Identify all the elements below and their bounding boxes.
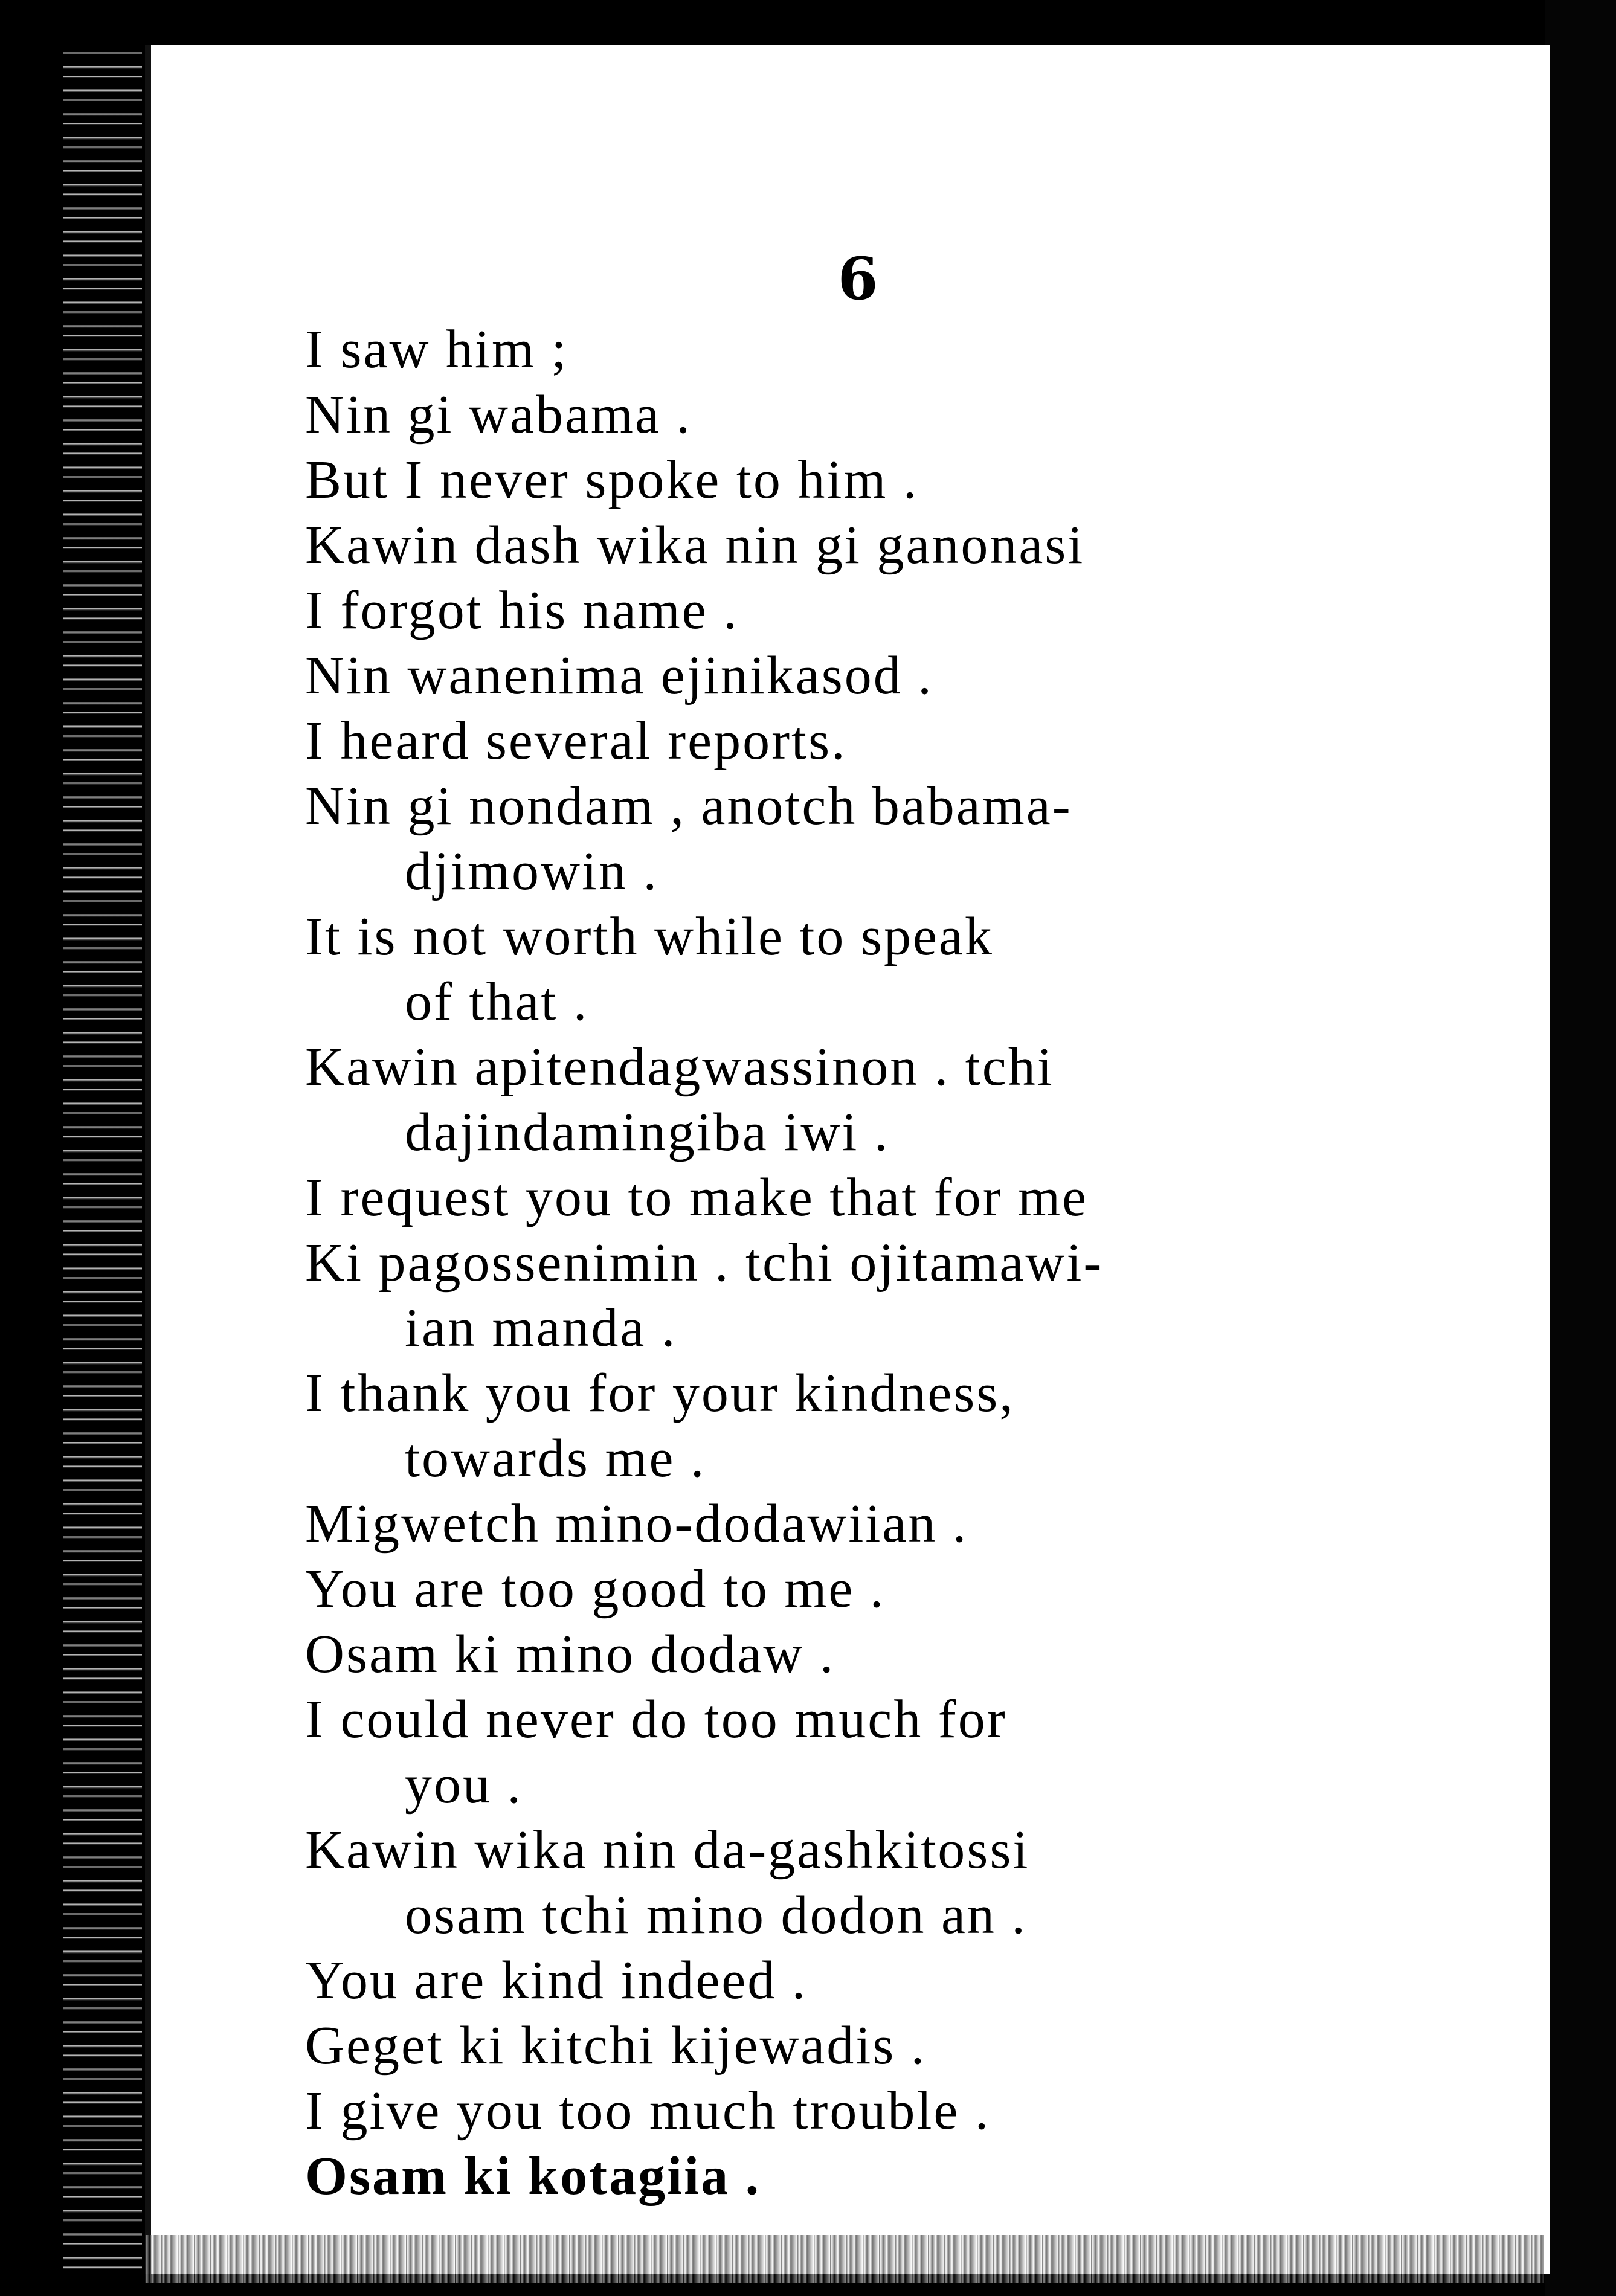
text-line: I heard several reports. [305, 711, 847, 771]
text-line: Kawin dash wika nin gi ganonasi [305, 515, 1085, 575]
text-line: I request you to make that for me [305, 1168, 1089, 1227]
text-line: Kawin apitendagwassinon . tchi [305, 1037, 1054, 1097]
text-line: dajindamingiba iwi . [405, 1102, 890, 1162]
text-line: towards me . [405, 1429, 706, 1488]
text-line: But I never spoke to him . [305, 450, 919, 510]
text-line: I thank you for your kindness, [305, 1363, 1015, 1423]
text-line: You are too good to me . [305, 1559, 886, 1619]
text-line: djimowin . [405, 841, 659, 901]
text-line: Osam ki kotagiia . [305, 2146, 761, 2206]
scan-right-edge [1545, 0, 1616, 2296]
text-line: You are kind indeed . [305, 1950, 808, 2010]
text-line: I forgot his name . [305, 580, 739, 640]
text-line: I saw him ; [305, 320, 568, 379]
text-line: Nin wanenima ejinikasod . [305, 646, 933, 706]
page-number: 6 [837, 245, 878, 313]
page-bottom-edge [145, 2235, 1544, 2283]
text-line: Nin gi wabama . [305, 385, 692, 445]
text-line: Geget ki kitchi kijewadis . [305, 2016, 927, 2076]
text-line: Osam ki mino dodaw . [305, 1624, 835, 1684]
text-block [305, 317, 1483, 2209]
text-line: osam tchi mino dodon an . [405, 1885, 1027, 1945]
book-spine [63, 45, 142, 2274]
text-line: of that . [405, 972, 589, 1032]
text-line: Migwetch mino-dodawiian . [305, 1494, 968, 1554]
text-line: Nin gi nondam , anotch babama- [305, 776, 1072, 836]
text-line: Kawin wika nin da-gashkitossi [305, 1820, 1030, 1880]
text-line: I could never do too much for [305, 1690, 1007, 1749]
text-line: I give you too much trouble . [305, 2081, 991, 2141]
text-line: Ki pagossenimin . tchi ojitamawi- [305, 1233, 1104, 1293]
text-line: It is not worth while to speak [305, 907, 994, 966]
text-line: ian manda . [405, 1298, 677, 1358]
text-line: you . [405, 1755, 523, 1815]
